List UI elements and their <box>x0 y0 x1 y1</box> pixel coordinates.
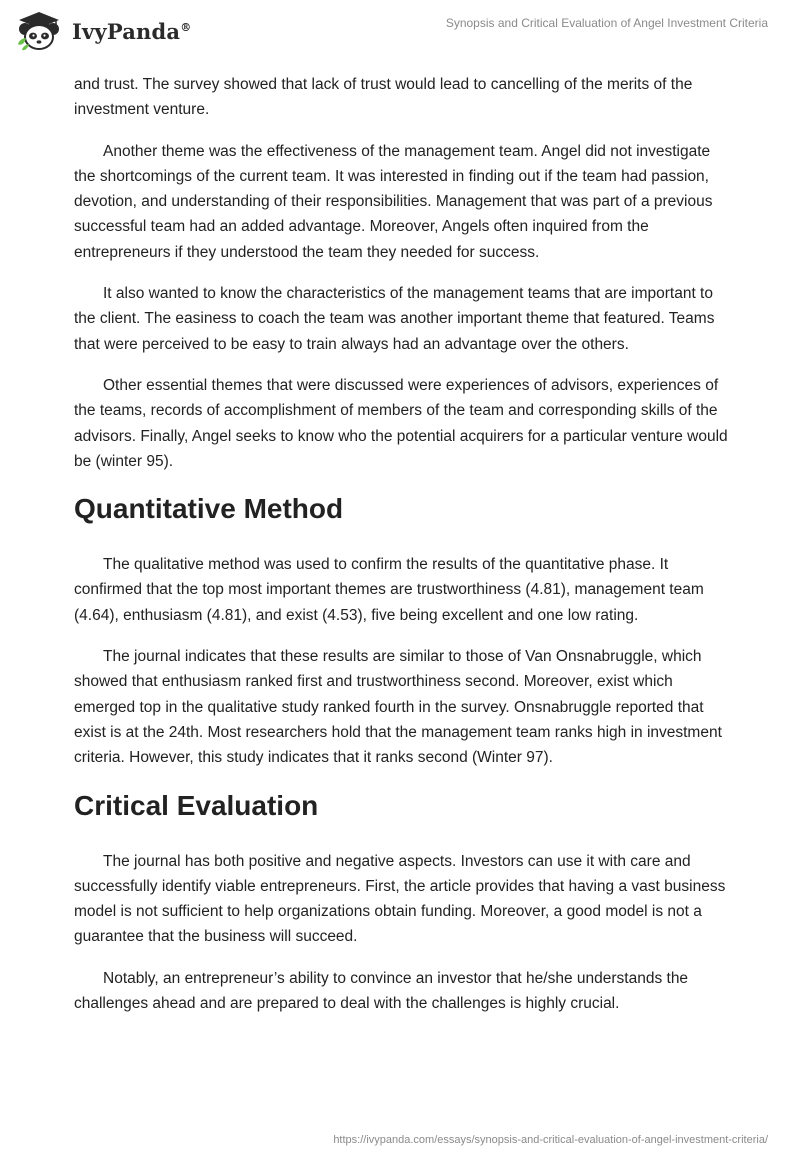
section-heading-critical: Critical Evaluation <box>74 789 319 821</box>
paragraph: and trust. The survey showed that lack of trust would lead to cancelling of the merits of the investment venture. <box>74 76 693 119</box>
document-title: Synopsis and Critical Evaluation of Angel Investment Criteria <box>445 16 768 30</box>
panda-graduate-icon <box>14 10 64 52</box>
page-header <box>0 0 800 64</box>
article-body <box>74 72 734 1032</box>
brand-name: IvyPanda® <box>72 18 192 44</box>
section-heading-quantitative: Quantitative Method <box>74 493 344 525</box>
paragraph: Another theme was the effectiveness of the management team. Angel did not investigate the shortcomings of the current team. It was interested in finding out if the team had passion, devotion, and understanding of their responsibilities. Management that was part of a previous successful team had an added advantage. Moreover, Angels often inquired from the entrepreneurs if they understood the team they needed for success. <box>74 142 713 261</box>
paragraph: The journal indicates that these results are similar to those of Van Onsnabruggle, which showed that enthusiasm ranked first and trustworthiness second. Moreover, exist which emerged top in the qualitative study ranked fourth in the survey. Onsnabruggle reported that exist is at the 24th. Most researchers hold that the management team ranks high in investment criteria. However, this study indicates that it ranks second (Winter 97). <box>74 648 722 767</box>
paragraph: It also wanted to know the characteristics of the management teams that are important to the client. The easiness to coach the team was another important theme that featured. Teams that were perceived to be easy to train always had an advantage over the others. <box>74 285 715 353</box>
source-url[interactable]: https://ivypanda.com/essays/synopsis-and-critical-evaluation-of-angel-investment-criteria/ <box>333 1134 768 1146</box>
paragraph: Notably, an entrepreneur’s ability to convince an investor that he/she understands the challenges ahead and are prepared to deal with the challenges is highly crucial. <box>74 969 689 1013</box>
brand-logo[interactable] <box>14 10 191 52</box>
paragraph: Other essential themes that were discussed were experiences of advisors, experiences of the teams, records of accomplishment of members of the team and corresponding skills of the advisors. Finally, Angel seeks to know who the potential acquirers for a particular venture would be (winter 95). <box>74 376 728 470</box>
paragraph: The journal has both positive and negative aspects. Investors can use it with care and successfully identify viable entrepreneurs. First, the article provides that having a vast business model is not sufficient to help organizations obtain funding. Moreover, a good model is not a guarantee that the business will succeed. <box>74 852 726 946</box>
paragraph: The qualitative method was used to confirm the results of the quantitative phase. It confirmed that the top most important themes are trustworthiness (4.81), management team (4.64), enthusiasm (4.81), and exist (4.53), five being excellent and one low rating. <box>74 556 704 624</box>
